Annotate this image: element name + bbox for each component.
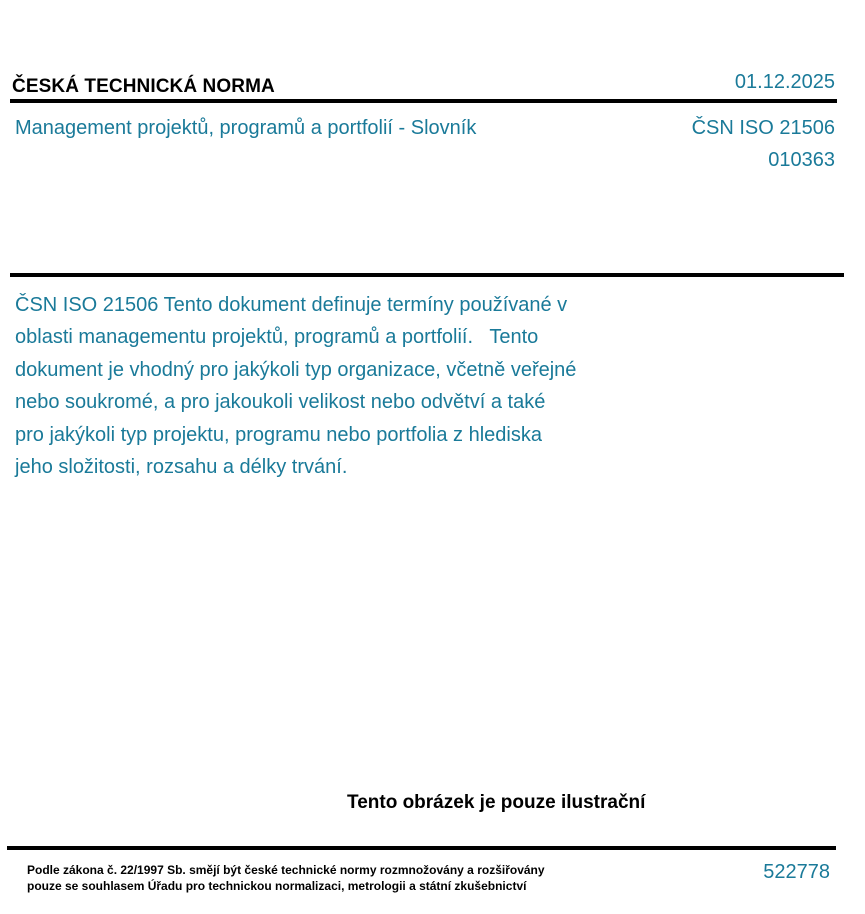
legal-notice bbox=[27, 862, 545, 894]
illustration-note: Tento obrázek je pouze ilustrační bbox=[347, 792, 646, 813]
title-divider bbox=[10, 273, 844, 277]
abstract-line: nebo soukromé, a pro jakoukoli velikost nebo odvětví a také bbox=[15, 391, 546, 414]
abstract-line: ČSN ISO 21506 Tento dokument definuje termíny používané v bbox=[15, 294, 568, 316]
abstract-line: pro jakýkoli typ projektu, programu nebo portfolia z hlediska bbox=[15, 423, 542, 446]
abstract-text bbox=[15, 289, 630, 483]
legal-notice-line: pouze se souhlasem Úřadu pro technickou normalizaci, metrologii a státní zkušebnictví bbox=[27, 879, 527, 893]
abstract-line: oblasti managementu projektů, programů a portfolií. Tento bbox=[15, 326, 539, 349]
legal-notice-line: Podle zákona č. 22/1997 Sb. smějí být české technické normy rozmnožovány a rozšiřovány bbox=[27, 863, 545, 877]
document-title: Management projektů, programů a portfolií - Slovník bbox=[15, 117, 477, 139]
document-id: 522778 bbox=[763, 861, 830, 883]
classification-code: 010363 bbox=[768, 149, 835, 171]
abstract-line: jeho složitosti, rozsahu a délky trvání. bbox=[15, 456, 348, 479]
standard-number: ČSN ISO 21506 bbox=[691, 117, 835, 139]
standard-type-heading: ČESKÁ TECHNICKÁ NORMA bbox=[12, 76, 275, 97]
publication-date: 01.12.2025 bbox=[734, 71, 835, 93]
abstract-line: dokument je vhodný pro jakýkoli typ organizace, včetně veřejné bbox=[15, 358, 577, 381]
footer-divider bbox=[7, 846, 836, 850]
header-divider bbox=[10, 99, 837, 103]
